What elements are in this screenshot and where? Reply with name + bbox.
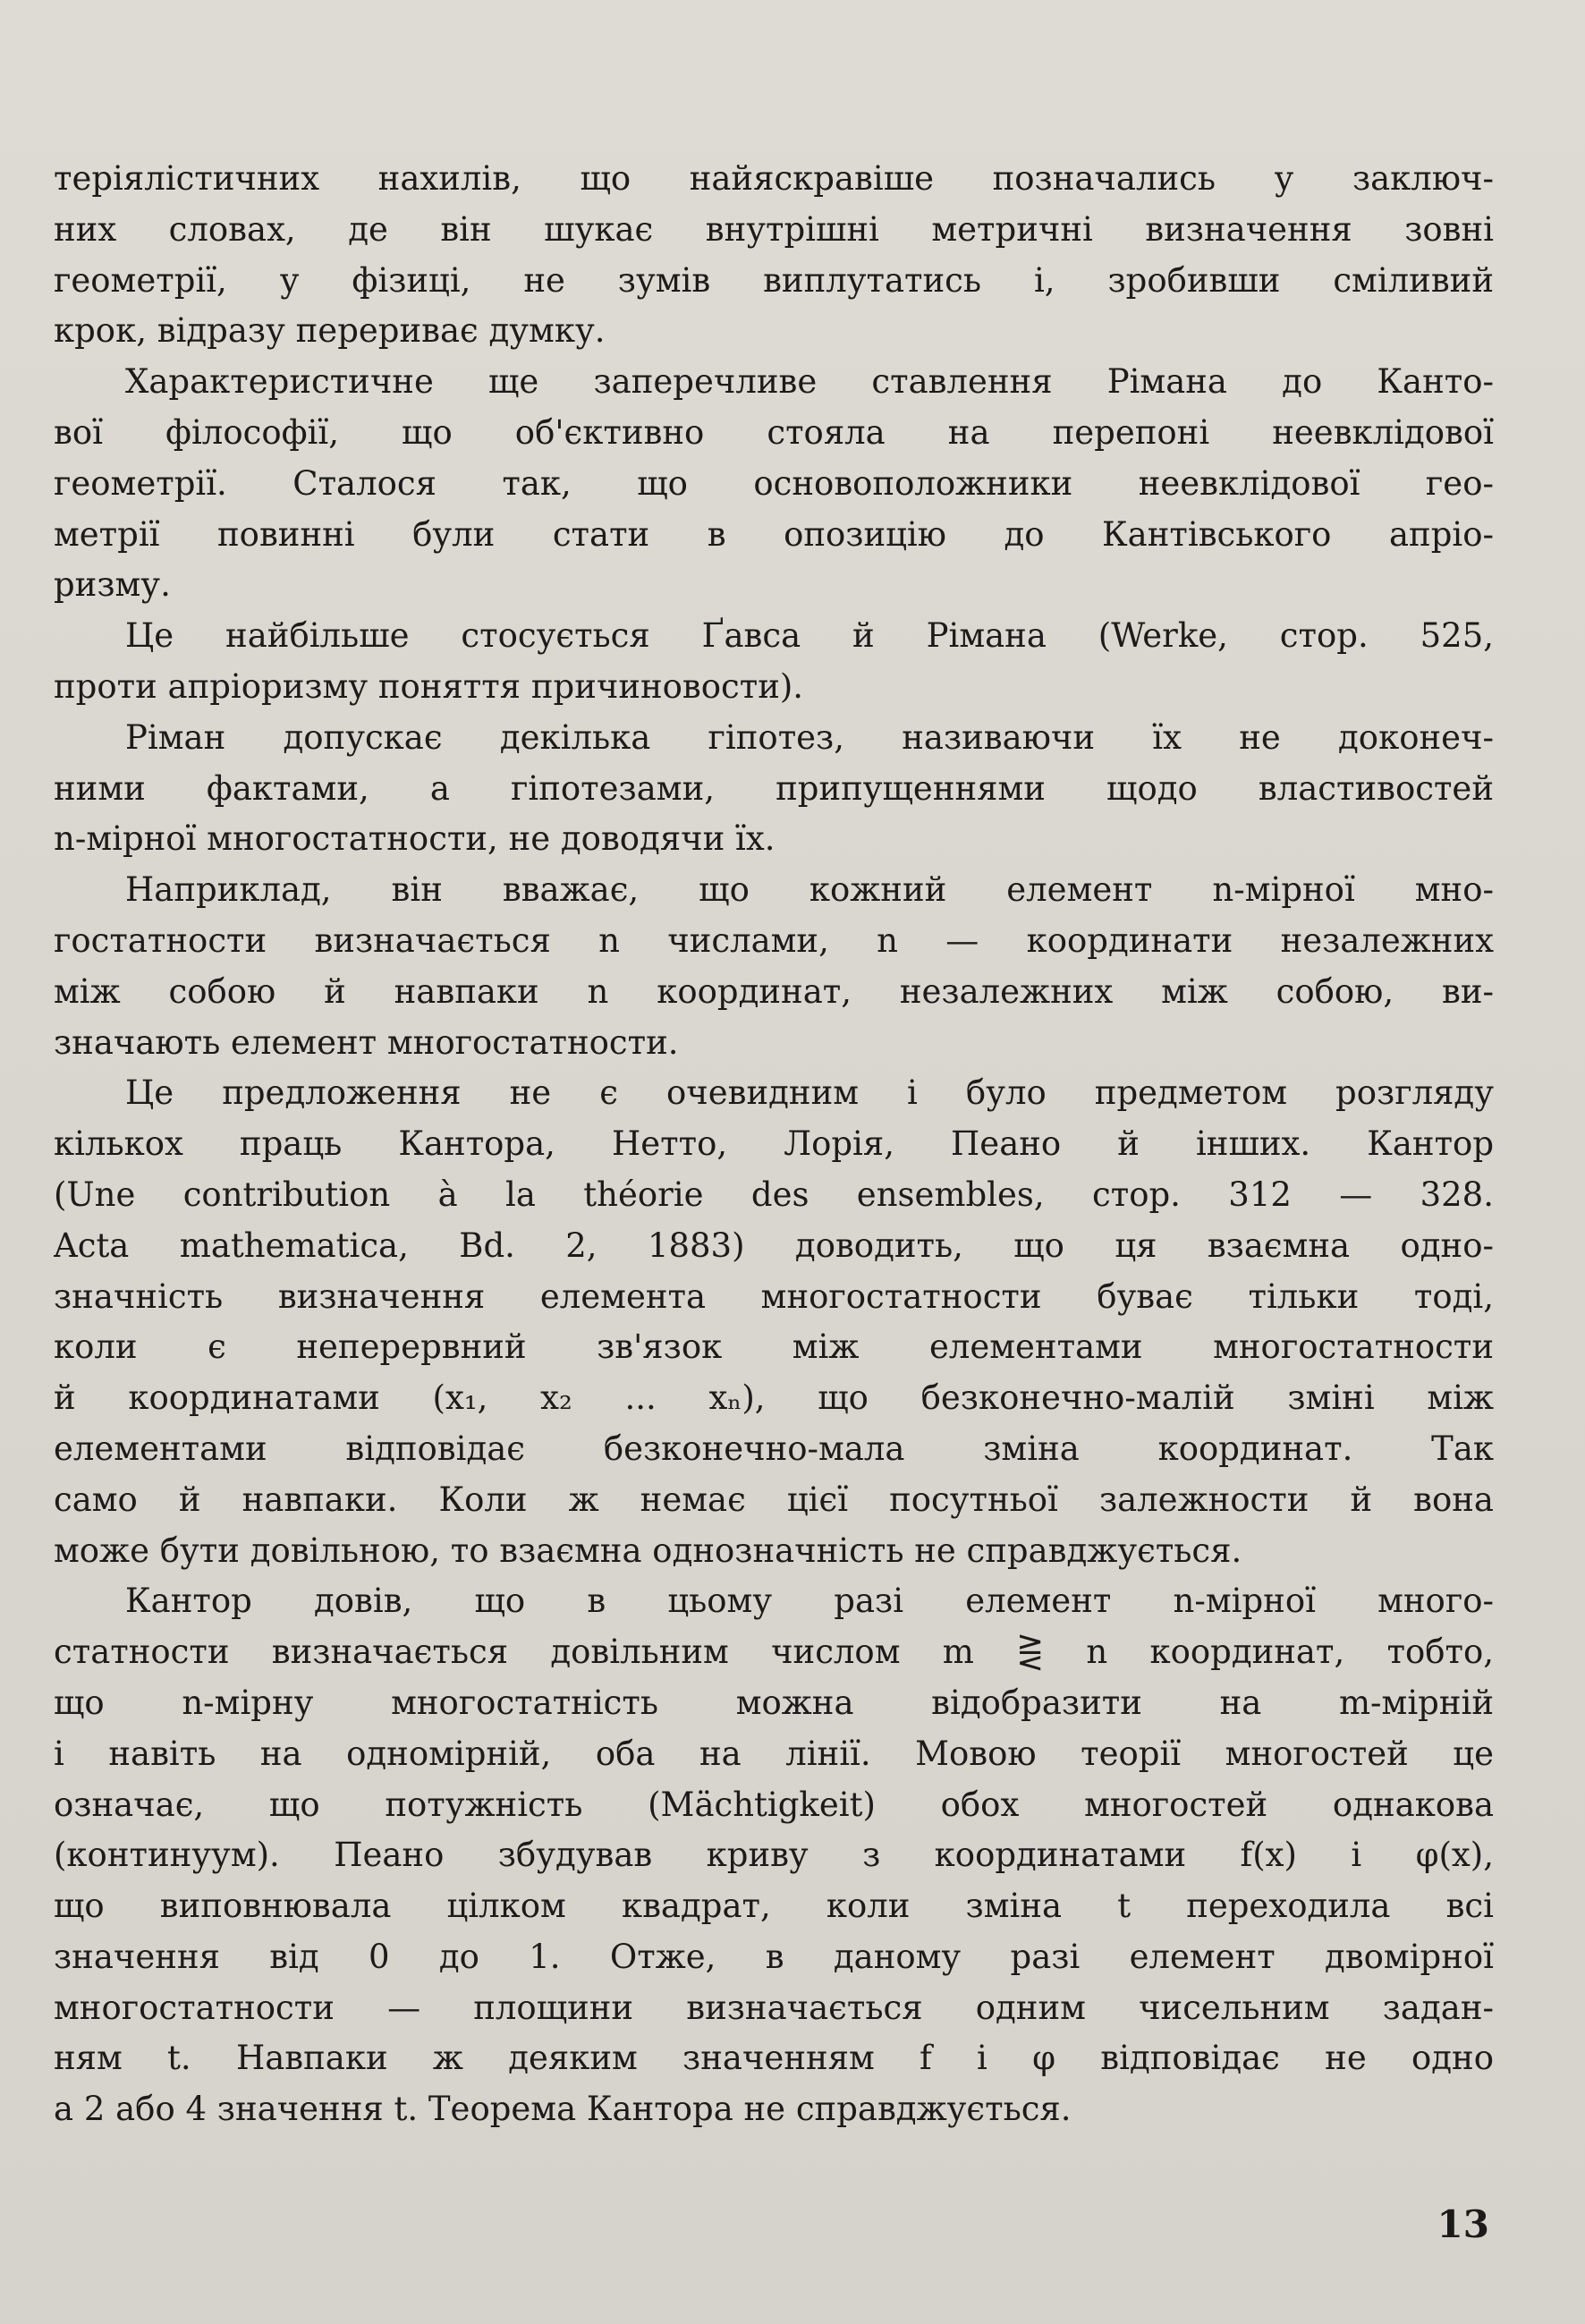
text-line: ням t. Навпаки ж деяким значенням f і φ відповідає не одно [54, 2039, 1494, 2078]
text-line: геометрії. Сталося так, що основоположники неевклідової гео- [54, 463, 1494, 503]
text-line: значають елемент многостатности. [54, 1022, 679, 1062]
text-line: них словах, де він шукає внутрішні метричні визначення зовні [54, 209, 1494, 249]
text-line: крок, відразу перериває думку. [54, 311, 606, 351]
text-line: між собою й навпаки n координат, незалежних між собою, ви- [54, 971, 1494, 1011]
text-line: проти апріоризму поняття причиновости). [54, 666, 804, 706]
text-line: і навіть на одномірній, оба на лінії. Мовою теорії многостей це [54, 1734, 1494, 1773]
text-line: Кантор довів, що в цьому разі елемент n-мірної много- [125, 1582, 1494, 1621]
text-line: елементами відповідає безконечно-мала зміна координат. Так [54, 1429, 1494, 1468]
text-line: Характеристичне ще заперечливе ставлення Рімана до Канто- [125, 362, 1494, 402]
page-number: 13 [1437, 2202, 1489, 2246]
text-line: гостатности визначається n числами, n — координати незалежних [54, 920, 1494, 960]
text-line: значність визначення елемента многостатности буває тільки тоді, [54, 1277, 1494, 1316]
paragraph [54, 713, 1494, 865]
text-line: Acta mathematica, Bd. 2, 1883) доводить, що ця взаємна одно- [54, 1226, 1494, 1265]
text-line: Ріман допускає декілька гіпотез, називаючи їх не доконеч- [125, 717, 1494, 757]
text-line: ризму. [54, 565, 171, 605]
paragraph [54, 1068, 1494, 1576]
text-line: ними фактами, а гіпотезами, припущеннями щодо властивостей [54, 768, 1494, 808]
text-line: а 2 або 4 значення t. Теорема Кантора не справджується. [54, 2090, 1072, 2129]
text-line: метрії повинні були стати в опозицію до Кантівського апріо- [54, 514, 1494, 554]
paragraph [54, 154, 1494, 357]
text-line: Це найбільше стосується Ґавса й Рімана (Werke, стор. 525, [125, 616, 1494, 656]
text-line: геометрії, у фізиці, не зумів виплутатись і, зробивши сміливий [54, 260, 1494, 300]
text-line: вої філософії, що об'єктивно стояла на перепоні неевклідової [54, 412, 1494, 452]
paragraph [54, 357, 1494, 611]
text-line: (континуум). Пеано збудував криву з координатами f(x) і φ(x), [54, 1836, 1494, 1875]
text-line: Наприклад, він вважає, що кожний елемент n-мірної мно- [125, 870, 1494, 910]
text-line: коли є неперервний зв'язок між елементами многостатности [54, 1327, 1494, 1367]
paragraph [54, 865, 1494, 1068]
text-line: кількох праць Кантора, Нетто, Лорія, Пеано й інших. Кантор [54, 1124, 1494, 1164]
text-line: Це предложення не є очевидним і було предметом розгляду [125, 1073, 1494, 1113]
paragraph [54, 1576, 1494, 2135]
text-line: що виповнювала цілком квадрат, коли зміна t переходила всі [54, 1887, 1494, 1926]
text-line: значення від 0 до 1. Отже, в даному разі елемент двомірної [54, 1937, 1494, 1976]
text-line: теріялістичних нахилів, що найяскравіше позначались у заключ- [54, 159, 1494, 198]
body-text [54, 154, 1494, 2135]
text-line: що n-мірну многостатність можна відобразити на m-мірній [54, 1683, 1494, 1722]
text-line: й координатами (x₁, x₂ ... xₙ), що безконечно-малій зміні між [54, 1378, 1494, 1418]
paragraph [54, 611, 1494, 713]
text-line: може бути довільною, то взаємна однозначність не справджується. [54, 1531, 1242, 1570]
text-line: (Une contribution à la théorie des ensembles, стор. 312 — 328. [54, 1175, 1494, 1214]
text-line: означає, що потужність (Mächtigkeit) обох многостей однакова [54, 1785, 1494, 1824]
text-line: n-мірної многостатности, не доводячи їх. [54, 819, 776, 859]
text-line: статности визначається довільним числом m ⋛ n координат, тобто, [54, 1633, 1494, 1672]
text-line: само й навпаки. Коли ж немає цієї посутньої залежности й вона [54, 1480, 1494, 1519]
text-line: многостатности — площини визначається одним чисельним задан- [54, 1988, 1494, 2027]
